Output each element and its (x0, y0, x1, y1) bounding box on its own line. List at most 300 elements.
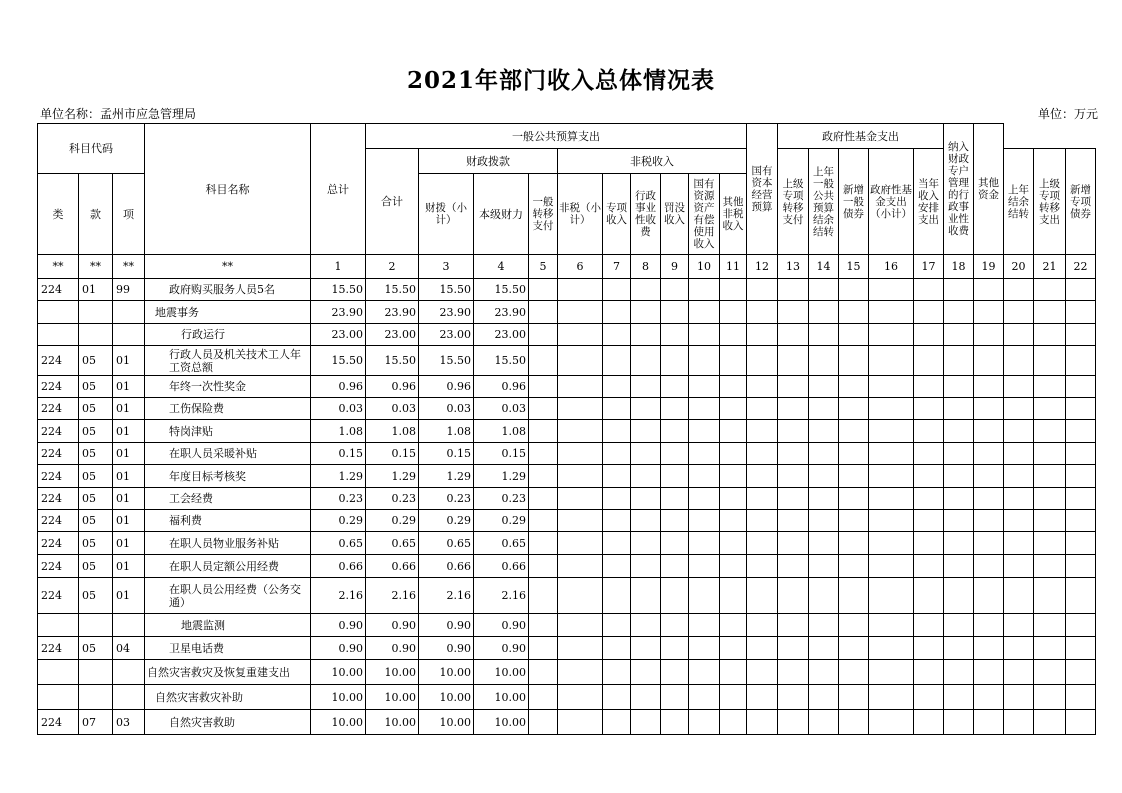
cell-empty (1004, 614, 1034, 637)
cell-empty (974, 637, 1004, 660)
cell-empty (839, 710, 869, 735)
cell-total: 0.23 (311, 488, 366, 510)
cell-total: 15.50 (311, 346, 366, 376)
cell-local-fiscal: 2.16 (474, 578, 529, 614)
cell-empty (720, 555, 747, 578)
cell-empty (839, 324, 869, 346)
cell-empty (1066, 376, 1096, 398)
cell-empty (914, 555, 944, 578)
index-cell: 2 (366, 255, 419, 279)
cell-fiscal-subtotal: 23.00 (419, 324, 474, 346)
cell-empty (631, 443, 661, 465)
cell-empty (778, 637, 809, 660)
cell-empty (747, 324, 778, 346)
cell-subtotal: 0.23 (366, 488, 419, 510)
cell-empty (839, 614, 869, 637)
cell-empty (914, 614, 944, 637)
cell-local-fiscal: 23.00 (474, 324, 529, 346)
cell-kuan: 05 (79, 637, 113, 660)
header-new-special-bond: 新增专项债券 (1066, 149, 1096, 255)
cell-empty (558, 555, 603, 578)
cell-lei: 224 (38, 420, 79, 443)
cell-xiang (113, 614, 145, 637)
cell-empty (720, 532, 747, 555)
cell-empty (720, 614, 747, 637)
subject-name-text: 年度目标考核奖 (169, 469, 246, 483)
cell-empty (869, 279, 914, 301)
index-cell: 3 (419, 255, 474, 279)
header-subject-name: 科目名称 (145, 124, 311, 255)
cell-kuan (79, 685, 113, 710)
cell-empty (747, 710, 778, 735)
cell-subject-name (145, 532, 311, 555)
cell-empty (558, 346, 603, 376)
cell-subtotal: 0.66 (366, 555, 419, 578)
header-other-non-tax: 其他非税收入 (720, 174, 747, 255)
cell-empty (631, 346, 661, 376)
cell-empty (603, 637, 631, 660)
cell-fiscal-subtotal: 0.90 (419, 637, 474, 660)
cell-empty (661, 685, 689, 710)
cell-empty (1066, 420, 1096, 443)
cell-empty (631, 398, 661, 420)
cell-kuan: 05 (79, 488, 113, 510)
cell-xiang: 01 (113, 376, 145, 398)
cell-empty (603, 488, 631, 510)
subject-name-text: 在职人员物业服务补贴 (169, 536, 279, 550)
cell-lei: 224 (38, 532, 79, 555)
cell-empty (529, 398, 558, 420)
cell-local-fiscal: 1.29 (474, 465, 529, 488)
cell-empty (869, 510, 914, 532)
cell-empty (809, 685, 839, 710)
cell-empty (809, 710, 839, 735)
cell-local-fiscal: 15.50 (474, 346, 529, 376)
cell-fiscal-subtotal: 15.50 (419, 279, 474, 301)
unit-name: 单位名称：孟州市应急管理局 (40, 107, 197, 121)
cell-empty (689, 637, 720, 660)
cell-empty (720, 465, 747, 488)
cell-empty (529, 555, 558, 578)
cell-empty (1034, 420, 1066, 443)
cell-empty (558, 637, 603, 660)
header-upper-special: 上级专项转移支出 (1034, 149, 1066, 255)
header-gov-fund-subtotal: 政府性基金支出（小计） (869, 149, 914, 255)
header-fiscal-subtotal: 财拨（小计） (419, 174, 474, 255)
table-header (38, 124, 1096, 279)
cell-empty (631, 301, 661, 324)
cell-total: 23.90 (311, 301, 366, 324)
cell-empty (747, 465, 778, 488)
cell-empty (839, 279, 869, 301)
cell-empty (914, 510, 944, 532)
cell-empty (944, 510, 974, 532)
cell-empty (529, 488, 558, 510)
cell-empty (661, 301, 689, 324)
cell-subtotal: 0.90 (366, 614, 419, 637)
cell-empty (603, 443, 631, 465)
cell-empty (944, 279, 974, 301)
cell-local-fiscal: 0.29 (474, 510, 529, 532)
cell-empty (631, 637, 661, 660)
cell-empty (974, 279, 1004, 301)
cell-kuan: 01 (79, 279, 113, 301)
cell-empty (661, 346, 689, 376)
cell-empty (778, 398, 809, 420)
cell-empty (869, 685, 914, 710)
cell-local-fiscal: 23.90 (474, 301, 529, 324)
index-cell: 17 (914, 255, 944, 279)
cell-lei: 224 (38, 465, 79, 488)
cell-empty (689, 710, 720, 735)
table-row (38, 376, 1096, 398)
cell-empty (661, 637, 689, 660)
cell-empty (974, 443, 1004, 465)
cell-local-fiscal: 0.96 (474, 376, 529, 398)
cell-empty (809, 488, 839, 510)
cell-empty (661, 660, 689, 685)
cell-empty (689, 301, 720, 324)
cell-subject-name (145, 376, 311, 398)
cell-empty (603, 346, 631, 376)
cell-empty (1034, 324, 1066, 346)
cell-fiscal-subtotal: 23.90 (419, 301, 474, 324)
cell-empty (720, 488, 747, 510)
index-cell: 16 (869, 255, 914, 279)
subject-name-text: 特岗津贴 (169, 424, 213, 438)
cell-subtotal: 23.00 (366, 324, 419, 346)
cell-empty (809, 376, 839, 398)
table-row (38, 465, 1096, 488)
cell-empty (661, 614, 689, 637)
cell-empty (839, 660, 869, 685)
cell-empty (1066, 301, 1096, 324)
cell-empty (1066, 324, 1096, 346)
cell-empty (914, 578, 944, 614)
cell-total: 0.15 (311, 443, 366, 465)
index-row (38, 255, 1096, 279)
cell-empty (869, 555, 914, 578)
cell-subject-name (145, 555, 311, 578)
cell-empty (529, 279, 558, 301)
cell-subject-name (145, 637, 311, 660)
cell-empty (914, 710, 944, 735)
cell-empty (529, 532, 558, 555)
cell-empty (914, 420, 944, 443)
income-table (37, 123, 1096, 735)
cell-empty (944, 301, 974, 324)
cell-empty (869, 398, 914, 420)
table-row (38, 324, 1096, 346)
cell-empty (558, 279, 603, 301)
cell-empty (661, 465, 689, 488)
cell-empty (944, 637, 974, 660)
cell-empty (839, 488, 869, 510)
cell-empty (869, 324, 914, 346)
cell-empty (529, 510, 558, 532)
cell-fiscal-subtotal: 0.15 (419, 443, 474, 465)
cell-empty (1066, 685, 1096, 710)
cell-empty (747, 488, 778, 510)
cell-subtotal: 15.50 (366, 346, 419, 376)
cell-empty (631, 324, 661, 346)
header-prev-carryover: 上年结余结转 (1004, 149, 1034, 255)
cell-empty (1066, 614, 1096, 637)
cell-empty (689, 532, 720, 555)
cell-empty (720, 324, 747, 346)
cell-local-fiscal: 0.90 (474, 637, 529, 660)
cell-empty (661, 376, 689, 398)
cell-empty (661, 443, 689, 465)
cell-empty (1066, 443, 1096, 465)
cell-empty (1034, 488, 1066, 510)
index-cell: 12 (747, 255, 778, 279)
cell-kuan: 05 (79, 578, 113, 614)
cell-empty (944, 465, 974, 488)
cell-empty (720, 301, 747, 324)
cell-xiang: 03 (113, 710, 145, 735)
cell-kuan: 05 (79, 398, 113, 420)
table-row (38, 510, 1096, 532)
cell-empty (944, 420, 974, 443)
cell-kuan: 05 (79, 420, 113, 443)
cell-empty (1004, 324, 1034, 346)
cell-empty (747, 376, 778, 398)
cell-fiscal-subtotal: 2.16 (419, 578, 474, 614)
cell-empty (944, 710, 974, 735)
cell-empty (974, 398, 1004, 420)
cell-empty (839, 637, 869, 660)
cell-total: 0.96 (311, 376, 366, 398)
header-other-funds: 其他资金 (974, 124, 1004, 255)
cell-empty (747, 301, 778, 324)
cell-local-fiscal: 0.66 (474, 555, 529, 578)
cell-lei: 224 (38, 443, 79, 465)
cell-subtotal: 2.16 (366, 578, 419, 614)
cell-empty (661, 532, 689, 555)
cell-empty (1004, 532, 1034, 555)
cell-empty (661, 510, 689, 532)
cell-empty (1066, 578, 1096, 614)
cell-subtotal: 1.29 (366, 465, 419, 488)
cell-empty (1004, 637, 1034, 660)
cell-total: 10.00 (311, 710, 366, 735)
cell-empty (1004, 279, 1034, 301)
cell-empty (720, 398, 747, 420)
cell-empty (720, 660, 747, 685)
cell-empty (720, 420, 747, 443)
cell-empty (747, 685, 778, 710)
cell-empty (1004, 488, 1034, 510)
cell-empty (974, 420, 1004, 443)
index-cell: 5 (529, 255, 558, 279)
cell-empty (661, 710, 689, 735)
index-cell: 10 (689, 255, 720, 279)
index-cell: 18 (944, 255, 974, 279)
table-row (38, 637, 1096, 660)
cell-empty (747, 578, 778, 614)
cell-empty (914, 660, 944, 685)
cell-fiscal-subtotal: 0.96 (419, 376, 474, 398)
cell-empty (944, 346, 974, 376)
cell-empty (558, 376, 603, 398)
cell-empty (1034, 555, 1066, 578)
cell-empty (631, 488, 661, 510)
cell-local-fiscal: 0.15 (474, 443, 529, 465)
cell-empty (631, 465, 661, 488)
cell-empty (869, 465, 914, 488)
cell-empty (1034, 301, 1066, 324)
cell-empty (661, 555, 689, 578)
index-cell: 13 (778, 255, 809, 279)
cell-empty (603, 376, 631, 398)
cell-empty (1066, 637, 1096, 660)
cell-empty (839, 465, 869, 488)
cell-lei (38, 685, 79, 710)
cell-fiscal-subtotal: 0.23 (419, 488, 474, 510)
cell-empty (603, 532, 631, 555)
cell-empty (778, 578, 809, 614)
cell-empty (778, 710, 809, 735)
cell-subtotal: 1.08 (366, 420, 419, 443)
cell-empty (747, 614, 778, 637)
cell-empty (558, 488, 603, 510)
cell-empty (944, 555, 974, 578)
cell-subject-name (145, 279, 311, 301)
subject-name-text: 自然灾害救灾补助 (155, 690, 243, 704)
cell-subtotal: 0.03 (366, 398, 419, 420)
cell-empty (720, 637, 747, 660)
subject-name-text: 在职人员定额公用经费 (169, 559, 279, 573)
cell-empty (974, 376, 1004, 398)
cell-empty (529, 685, 558, 710)
cell-xiang: 01 (113, 398, 145, 420)
cell-empty (839, 376, 869, 398)
table-row (38, 555, 1096, 578)
cell-empty (631, 685, 661, 710)
header-state-asset: 国有资源资产有偿使用收入 (689, 174, 720, 255)
cell-xiang (113, 301, 145, 324)
cell-empty (839, 510, 869, 532)
cell-empty (1004, 660, 1034, 685)
header-upper-special-transfer: 上级专项转移支付 (778, 149, 809, 255)
cell-empty (809, 279, 839, 301)
cell-empty (1004, 398, 1034, 420)
cell-empty (603, 279, 631, 301)
cell-empty (974, 685, 1004, 710)
cell-empty (869, 301, 914, 324)
index-cell: 6 (558, 255, 603, 279)
cell-fiscal-subtotal: 10.00 (419, 710, 474, 735)
cell-xiang (113, 660, 145, 685)
cell-lei: 224 (38, 710, 79, 735)
cell-lei: 224 (38, 398, 79, 420)
cell-empty (1066, 710, 1096, 735)
cell-empty (914, 324, 944, 346)
cell-empty (689, 510, 720, 532)
cell-empty (720, 710, 747, 735)
cell-empty (603, 685, 631, 710)
cell-empty (603, 465, 631, 488)
cell-kuan: 05 (79, 532, 113, 555)
cell-empty (529, 578, 558, 614)
cell-empty (944, 443, 974, 465)
header-non-tax-subtotal: 非税（小计） (558, 174, 603, 255)
cell-empty (529, 420, 558, 443)
cell-empty (529, 660, 558, 685)
index-cell: 9 (661, 255, 689, 279)
cell-empty (809, 465, 839, 488)
cell-empty (747, 346, 778, 376)
cell-local-fiscal: 1.08 (474, 420, 529, 443)
cell-empty (869, 376, 914, 398)
cell-xiang: 99 (113, 279, 145, 301)
cell-total: 0.65 (311, 532, 366, 555)
cell-empty (631, 532, 661, 555)
cell-empty (747, 555, 778, 578)
subject-name-text: 地震监测 (181, 618, 225, 632)
header-lei: 类 (38, 174, 79, 255)
cell-empty (869, 420, 914, 443)
cell-empty (839, 685, 869, 710)
cell-empty (914, 637, 944, 660)
cell-empty (689, 279, 720, 301)
cell-empty (974, 465, 1004, 488)
cell-empty (914, 398, 944, 420)
cell-empty (1004, 510, 1034, 532)
cell-empty (529, 324, 558, 346)
cell-empty (747, 443, 778, 465)
cell-empty (974, 510, 1004, 532)
cell-empty (661, 578, 689, 614)
cell-xiang: 01 (113, 555, 145, 578)
cell-empty (1034, 376, 1066, 398)
cell-empty (839, 532, 869, 555)
table-row (38, 614, 1096, 637)
cell-empty (778, 443, 809, 465)
cell-empty (869, 532, 914, 555)
cell-empty (720, 685, 747, 710)
cell-total: 0.90 (311, 614, 366, 637)
cell-empty (809, 532, 839, 555)
cell-kuan: 05 (79, 465, 113, 488)
cell-empty (778, 420, 809, 443)
cell-empty (689, 614, 720, 637)
cell-empty (778, 614, 809, 637)
cell-empty (558, 465, 603, 488)
header-admin-fee: 行政事业性收费 (631, 174, 661, 255)
cell-empty (944, 614, 974, 637)
cell-empty (869, 578, 914, 614)
cell-empty (869, 346, 914, 376)
cell-empty (974, 710, 1004, 735)
cell-empty (974, 555, 1004, 578)
unit-label: 单位：万元 (1037, 107, 1098, 121)
cell-lei: 224 (38, 488, 79, 510)
cell-empty (529, 614, 558, 637)
cell-xiang: 01 (113, 465, 145, 488)
table-row (38, 301, 1096, 324)
cell-local-fiscal: 0.65 (474, 532, 529, 555)
cell-empty (839, 578, 869, 614)
cell-empty (839, 346, 869, 376)
cell-empty (1066, 346, 1096, 376)
index-cell: 8 (631, 255, 661, 279)
cell-empty (558, 324, 603, 346)
cell-empty (747, 279, 778, 301)
cell-empty (603, 420, 631, 443)
cell-empty (1004, 685, 1034, 710)
